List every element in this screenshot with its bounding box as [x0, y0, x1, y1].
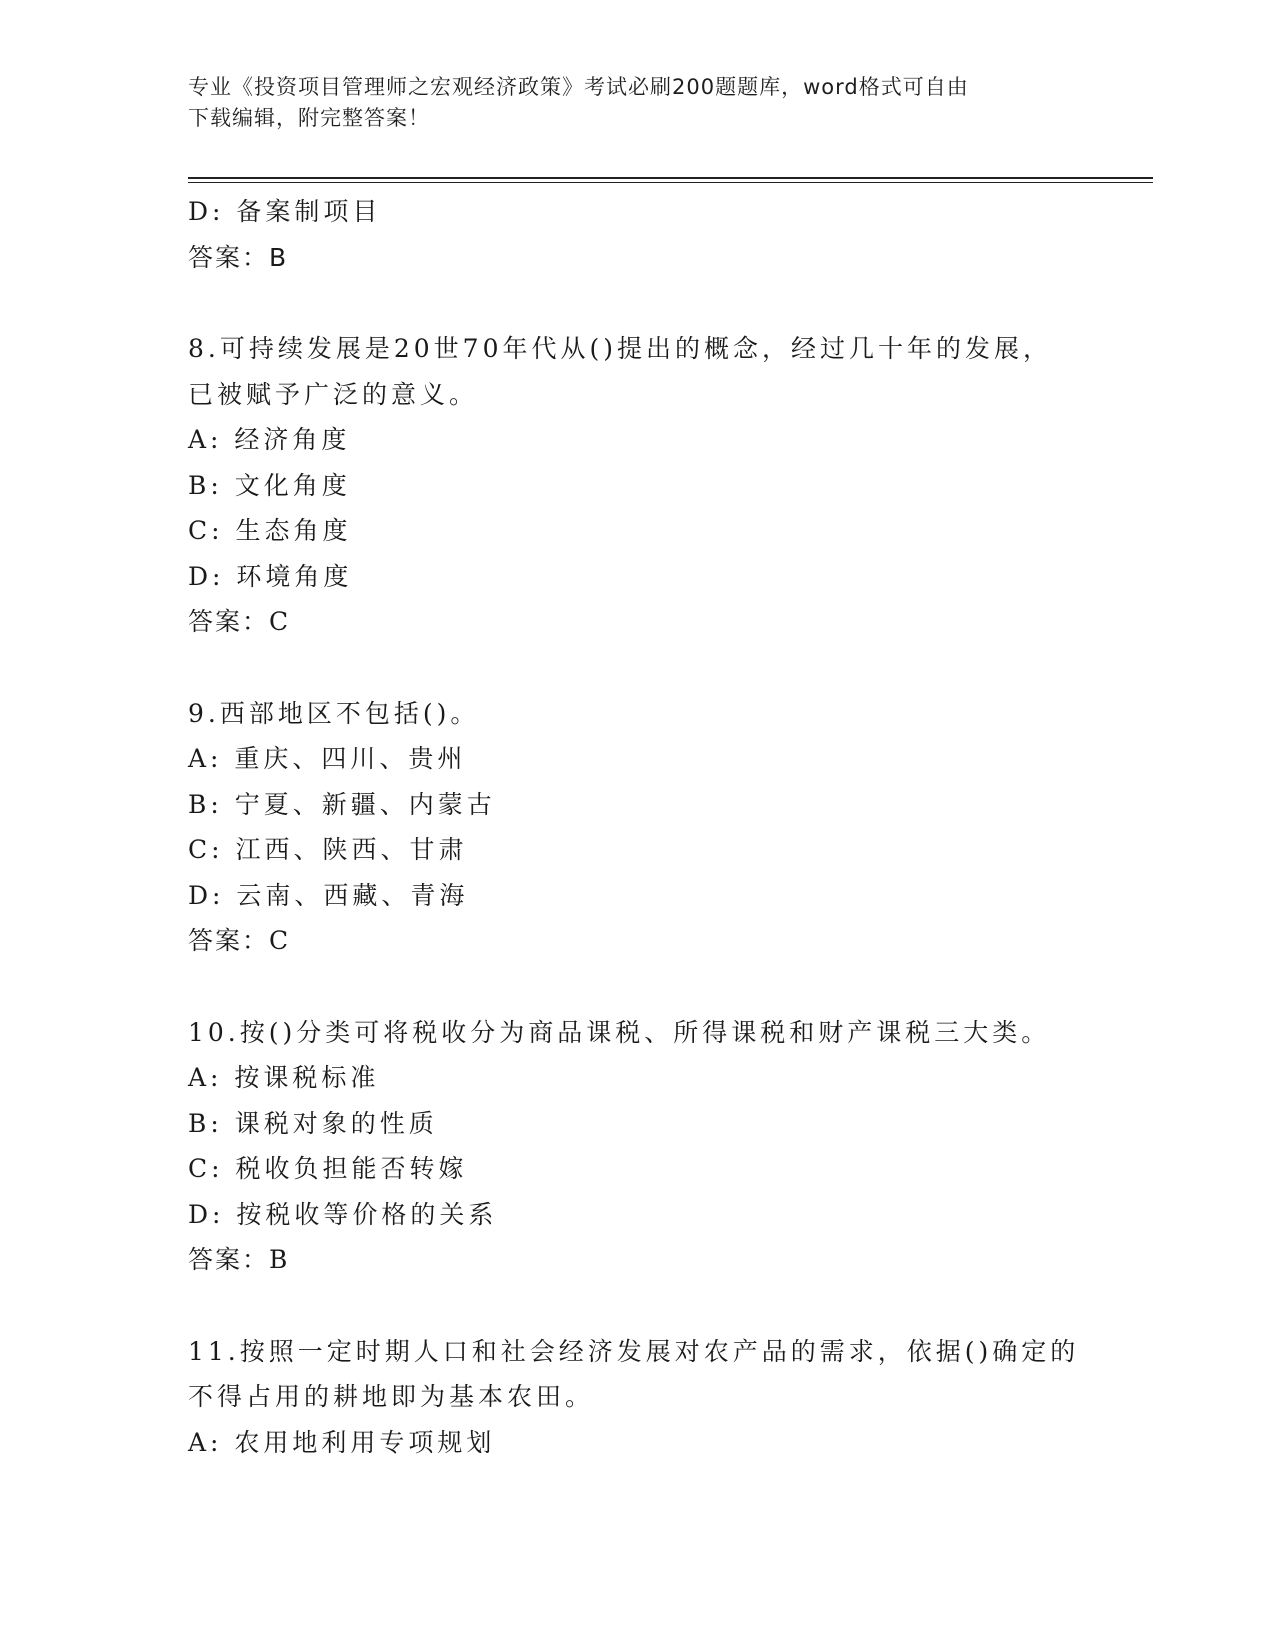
- option-b: B: 文化角度: [188, 470, 351, 500]
- option-d: D: 备案制项目: [188, 197, 382, 226]
- question-stem-continued: 已被赋予广泛的意义。: [188, 379, 479, 409]
- option-b: B: 课税对象的性质: [188, 1108, 438, 1138]
- document-body: [188, 189, 1153, 1465]
- answer-label: 答案：B: [188, 242, 289, 272]
- question-stem-continued: 不得占用的耕地即为基本农田。: [188, 1382, 595, 1411]
- question-7-tail: [188, 189, 1153, 280]
- page-header: [188, 72, 1088, 134]
- header-line-2: 下载编辑，附完整答案！: [188, 106, 430, 130]
- question-stem: 11.按照一定时期人口和社会经济发展对农产品的需求，依据()确定的: [188, 1336, 1080, 1366]
- answer-label: 答案：C: [188, 926, 291, 955]
- question-stem: 10.按()分类可将税收分为商品课税、所得课税和财产课税三大类。: [188, 1017, 1051, 1047]
- question-9: [188, 691, 1153, 964]
- question-8: [188, 326, 1153, 645]
- option-d: D: 云南、西藏、青海: [188, 880, 469, 910]
- option-a: A: 重庆、四川、贵州: [188, 744, 467, 773]
- option-c: C: 税收负担能否转嫁: [188, 1154, 468, 1183]
- option-b: B: 宁夏、新疆、内蒙古: [188, 789, 496, 819]
- header-divider-thick: [188, 177, 1153, 179]
- option-c: C: 生态角度: [188, 516, 352, 545]
- option-c: C: 江西、陕西、甘肃: [188, 835, 468, 864]
- option-a: A: 农用地利用专项规划: [188, 1427, 496, 1457]
- answer-label: 答案：B: [188, 1245, 290, 1274]
- header-divider-thin: [188, 182, 1153, 183]
- question-stem: 8.可持续发展是20世70年代从()提出的概念，经过几十年的发展，: [188, 334, 1052, 363]
- option-d: D: 按税收等价格的关系: [188, 1199, 498, 1229]
- option-d: D: 环境角度: [188, 561, 353, 591]
- option-a: A: 按课税标准: [188, 1063, 380, 1092]
- question-10: [188, 1010, 1153, 1283]
- question-stem: 9.西部地区不包括()。: [188, 698, 480, 728]
- question-11: [188, 1329, 1153, 1466]
- option-a: A: 经济角度: [188, 425, 351, 454]
- answer-label: 答案：C: [188, 607, 291, 636]
- header-line-1: 专业《投资项目管理师之宏观经济政策》考试必刷200题题库，word格式可自由: [188, 75, 969, 99]
